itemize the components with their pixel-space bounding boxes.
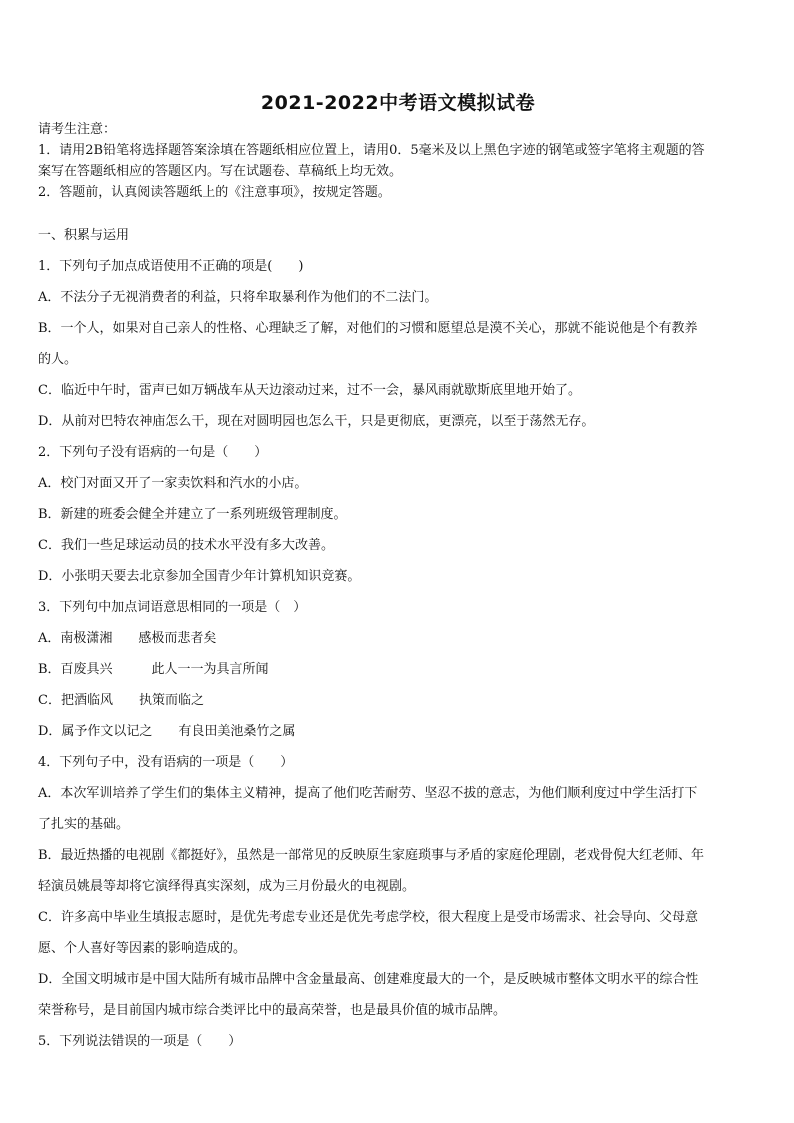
option-b-line-1: B．最近热播的电视剧《都挺好》，虽然是一部常见的反映原生家庭琐事与矛盾的家庭伦理剧，老戏骨倪大红老师、年 bbox=[38, 848, 705, 863]
option-b-line-2: 轻演员姚晨等却将它演绎得真实深刻，成为三月份最火的电视剧。 bbox=[38, 879, 416, 894]
option-a-line-2: 了扎实的基础。 bbox=[38, 817, 130, 832]
option-b: B．新建的班委会健全并建立了一系列班级管理制度。 bbox=[38, 507, 347, 522]
option-d: D．属予作文以记之 有良田美池桑竹之属 bbox=[38, 724, 296, 739]
option-b: B．百废具兴 此人一一为具言所闻 bbox=[38, 662, 269, 677]
option-b-line-1: B．一个人，如果对自己亲人的性格、心理缺乏了解，对他们的习惯和愿望总是漠不关心，那就不能说他是个有教养 bbox=[38, 321, 698, 336]
option-a: A．南极潇湘 感极而悲者矣 bbox=[38, 631, 217, 646]
question-stem: 5．下列说法错误的一项是（ ） bbox=[38, 1034, 242, 1049]
section-accumulation bbox=[38, 220, 758, 1057]
question-stem: 1．下列句子加点成语使用不正确的项是( ) bbox=[38, 259, 304, 274]
option-a-line-1: A．本次军训培养了学生们的集体主义精神，提高了他们吃苦耐劳、坚忍不拔的意志，为他们顺利度过中学生活打下 bbox=[38, 786, 698, 801]
option-a: A．不法分子无视消费者的利益，只将牟取暴利作为他们的不二法门。 bbox=[38, 290, 438, 305]
notice-item-1-line-2: 案写在答题纸相应的答题区内。写在试题卷、草稿纸上均无效。 bbox=[38, 164, 403, 179]
option-c-line-1: C．许多高中毕业生填报志愿时，是优先考虑专业还是优先考虑学校，很大程度上是受市场需求、社会导向、父母意 bbox=[38, 910, 698, 925]
option-c: C．把酒临风 执策而临之 bbox=[38, 693, 204, 708]
question-4 bbox=[38, 747, 758, 1026]
notice-block bbox=[38, 119, 758, 203]
question-5 bbox=[38, 1026, 758, 1057]
question-stem: 2．下列句子没有语病的一句是（ ） bbox=[38, 445, 268, 460]
option-d-line-2: 荣誉称号，是目前国内城市综合类评比中的最高荣誉，也是最具价值的城市品牌。 bbox=[38, 1003, 507, 1018]
option-a: A．校门对面又开了一家卖饮料和汽水的小店。 bbox=[38, 476, 308, 491]
notice-item-2: 2．答题前，认真阅读答题纸上的《注意事项》，按规定答题。 bbox=[38, 185, 391, 200]
option-c-line-2: 愿、个人喜好等因素的影响造成的。 bbox=[38, 941, 247, 956]
option-b-line-2: 的人。 bbox=[38, 352, 78, 367]
question-1 bbox=[38, 251, 758, 437]
page-title: 2021-2022中考语文模拟试卷 bbox=[260, 92, 536, 114]
option-d-line-1: D．全国文明城市是中国大陆所有城市品牌中含金量最高、创建难度最大的一个，是反映城市整体文明水平的综合性 bbox=[38, 972, 699, 987]
question-2 bbox=[38, 437, 758, 592]
question-stem: 3．下列句中加点词语意思相同的一项是（ ） bbox=[38, 600, 307, 615]
option-d: D．从前对巴特农神庙怎么干，现在对圆明园也怎么干，只是更彻底，更漂亮，以至于荡然无存。 bbox=[38, 414, 595, 429]
section-heading: 一、积累与运用 bbox=[38, 228, 130, 243]
notice-heading: 请考生注意： bbox=[38, 122, 117, 137]
question-stem: 4．下列句子中，没有语病的一项是（ ） bbox=[38, 755, 294, 770]
option-c: C．临近中午时，雷声已如万辆战车从天边滚动过来，过不一会，暴风雨就歇斯底里地开始了。 bbox=[38, 383, 581, 398]
option-c: C．我们一些足球运动员的技术水平没有多大改善。 bbox=[38, 538, 334, 553]
option-d: D．小张明天要去北京参加全国青少年计算机知识竞赛。 bbox=[38, 569, 361, 584]
notice-item-1-line-1: 1．请用2B铅笔将选择题答案涂填在答题纸相应位置上，请用0．5毫米及以上黑色字迹的钢笔或签字笔将主观题的答 bbox=[38, 143, 705, 158]
question-3 bbox=[38, 592, 758, 747]
